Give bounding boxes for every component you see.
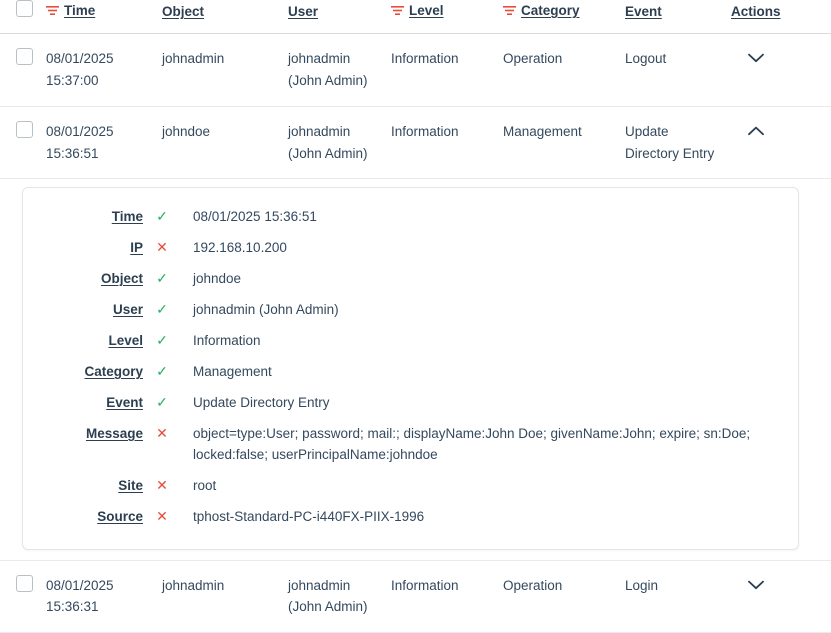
cell-time: 08/01/2025 15:36:31: [46, 560, 162, 633]
header-level[interactable]: [391, 0, 503, 34]
detail-value: 192.168.10.200: [193, 240, 287, 256]
detail-field-ip: [23, 233, 780, 264]
header-category[interactable]: [503, 0, 625, 34]
cell-level: Information: [391, 560, 503, 633]
detail-cell: [0, 179, 831, 560]
detail-label: Category: [84, 364, 143, 380]
cell-category: Operation: [503, 560, 625, 633]
cell-category: Management: [503, 106, 625, 179]
cell-actions: [731, 560, 831, 633]
cross-icon: ✕: [156, 424, 168, 441]
detail-value: Management: [193, 364, 272, 380]
detail-label: IP: [130, 240, 143, 256]
table-body: [0, 34, 831, 633]
header-row: [0, 0, 831, 34]
table-row[interactable]: [0, 560, 831, 633]
detail-mark-cell: [143, 419, 175, 471]
row-checkbox[interactable]: [16, 575, 33, 592]
check-icon: ✓: [156, 208, 168, 225]
cross-icon: ✕: [156, 507, 168, 524]
cell-user: johnadmin (John Admin): [288, 560, 391, 633]
detail-field-category: [23, 357, 780, 388]
filter-icon[interactable]: [391, 5, 404, 16]
detail-mark-cell: [143, 471, 175, 502]
cell-event: Logout: [625, 34, 731, 107]
table-header: [0, 0, 831, 34]
detail-field-table: [23, 202, 780, 532]
detail-label: Level: [108, 333, 143, 349]
table-row[interactable]: [0, 34, 831, 107]
detail-label: Site: [118, 477, 143, 493]
header-object-label: Object: [162, 4, 205, 19]
detail-label-cell: [23, 502, 143, 533]
detail-field-user: [23, 295, 780, 326]
detail-label-cell: [23, 326, 143, 357]
chevron-down-icon[interactable]: [743, 53, 769, 63]
header-user[interactable]: [288, 0, 391, 34]
detail-label: Event: [106, 394, 143, 410]
row-select-cell: [0, 560, 46, 633]
detail-label-cell: [23, 295, 143, 326]
header-object[interactable]: [162, 0, 288, 34]
header-time[interactable]: [46, 0, 162, 34]
detail-value: root: [193, 477, 217, 493]
detail-field-message: [23, 419, 780, 471]
filter-icon[interactable]: [46, 5, 59, 16]
detail-mark-cell: [143, 295, 175, 326]
cell-time: 08/01/2025 15:36:51: [46, 106, 162, 179]
detail-label: User: [112, 302, 143, 318]
cell-object: johnadmin: [162, 560, 288, 633]
event-detail-panel: [22, 187, 799, 549]
table-row[interactable]: [0, 106, 831, 179]
header-level-label: Level: [409, 3, 444, 18]
cell-event: Update Directory Entry: [625, 106, 731, 179]
detail-value: Information: [193, 333, 261, 349]
cell-actions: [731, 106, 831, 179]
detail-value: 08/01/2025 15:36:51: [193, 209, 317, 225]
detail-label: Object: [100, 271, 143, 287]
header-event[interactable]: [625, 0, 731, 34]
cell-time: 08/01/2025 15:37:00: [46, 34, 162, 107]
cell-user: johnadmin (John Admin): [288, 34, 391, 107]
detail-label: Message: [85, 425, 143, 441]
chevron-down-icon[interactable]: [743, 580, 769, 590]
detail-label-cell: [23, 233, 143, 264]
detail-label-cell: [23, 264, 143, 295]
header-select-all: [0, 0, 46, 34]
detail-mark-cell: [143, 326, 175, 357]
cell-category: Operation: [503, 34, 625, 107]
detail-mark-cell: [143, 264, 175, 295]
detail-field-object: [23, 264, 780, 295]
detail-label-cell: [23, 388, 143, 419]
expanded-detail-row: [0, 179, 831, 560]
detail-field-source: [23, 502, 780, 533]
cross-icon: ✕: [156, 476, 168, 493]
row-select-cell: [0, 34, 46, 107]
check-icon: ✓: [156, 301, 168, 318]
check-icon: ✓: [156, 363, 168, 380]
detail-value: Update Directory Entry: [193, 394, 330, 410]
detail-label: Time: [111, 209, 143, 225]
detail-mark-cell: [143, 202, 175, 233]
row-checkbox[interactable]: [16, 121, 33, 138]
header-actions: [731, 0, 831, 34]
cell-actions: [731, 34, 831, 107]
row-select-cell: [0, 106, 46, 179]
header-event-label: Event: [625, 4, 662, 19]
detail-label-cell: [23, 202, 143, 233]
header-user-label: User: [288, 4, 319, 19]
detail-mark-cell: [143, 502, 175, 533]
detail-field-level: [23, 326, 780, 357]
detail-mark-cell: [143, 388, 175, 419]
detail-mark-cell: [143, 233, 175, 264]
header-actions-label: Actions: [731, 4, 781, 19]
select-all-checkbox[interactable]: [16, 0, 33, 17]
check-icon: ✓: [156, 332, 168, 349]
cell-object: johnadmin: [162, 34, 288, 107]
check-icon: ✓: [156, 393, 168, 410]
cell-user: johnadmin (John Admin): [288, 106, 391, 179]
detail-value: johnadmin (John Admin): [193, 302, 339, 318]
detail-value: tphost-Standard-PC-i440FX-PIIX-1996: [193, 508, 425, 524]
detail-label-cell: [23, 471, 143, 502]
detail-field-event: [23, 388, 780, 419]
cell-level: Information: [391, 34, 503, 107]
header-category-label: Category: [521, 3, 580, 18]
filter-icon[interactable]: [503, 5, 516, 16]
detail-mark-cell: [143, 357, 175, 388]
row-checkbox[interactable]: [16, 48, 33, 65]
detail-label-cell: [23, 419, 143, 471]
detail-field-time: [23, 202, 780, 233]
detail-value: johndoe: [193, 271, 242, 287]
detail-label-cell: [23, 357, 143, 388]
cell-object: johndoe: [162, 106, 288, 179]
chevron-up-icon[interactable]: [743, 126, 769, 136]
header-time-label: Time: [64, 3, 96, 18]
detail-label: Source: [97, 508, 143, 524]
detail-value: object=type:User; password; mail:; displayName:John Doe; givenName:John; expire; sn:Doe; locked:false; userPrincipalName:johndoe: [193, 425, 751, 462]
detail-field-site: [23, 471, 780, 502]
cross-icon: ✕: [156, 239, 168, 256]
cell-event: Login: [625, 560, 731, 633]
check-icon: ✓: [156, 270, 168, 287]
cell-level: Information: [391, 106, 503, 179]
